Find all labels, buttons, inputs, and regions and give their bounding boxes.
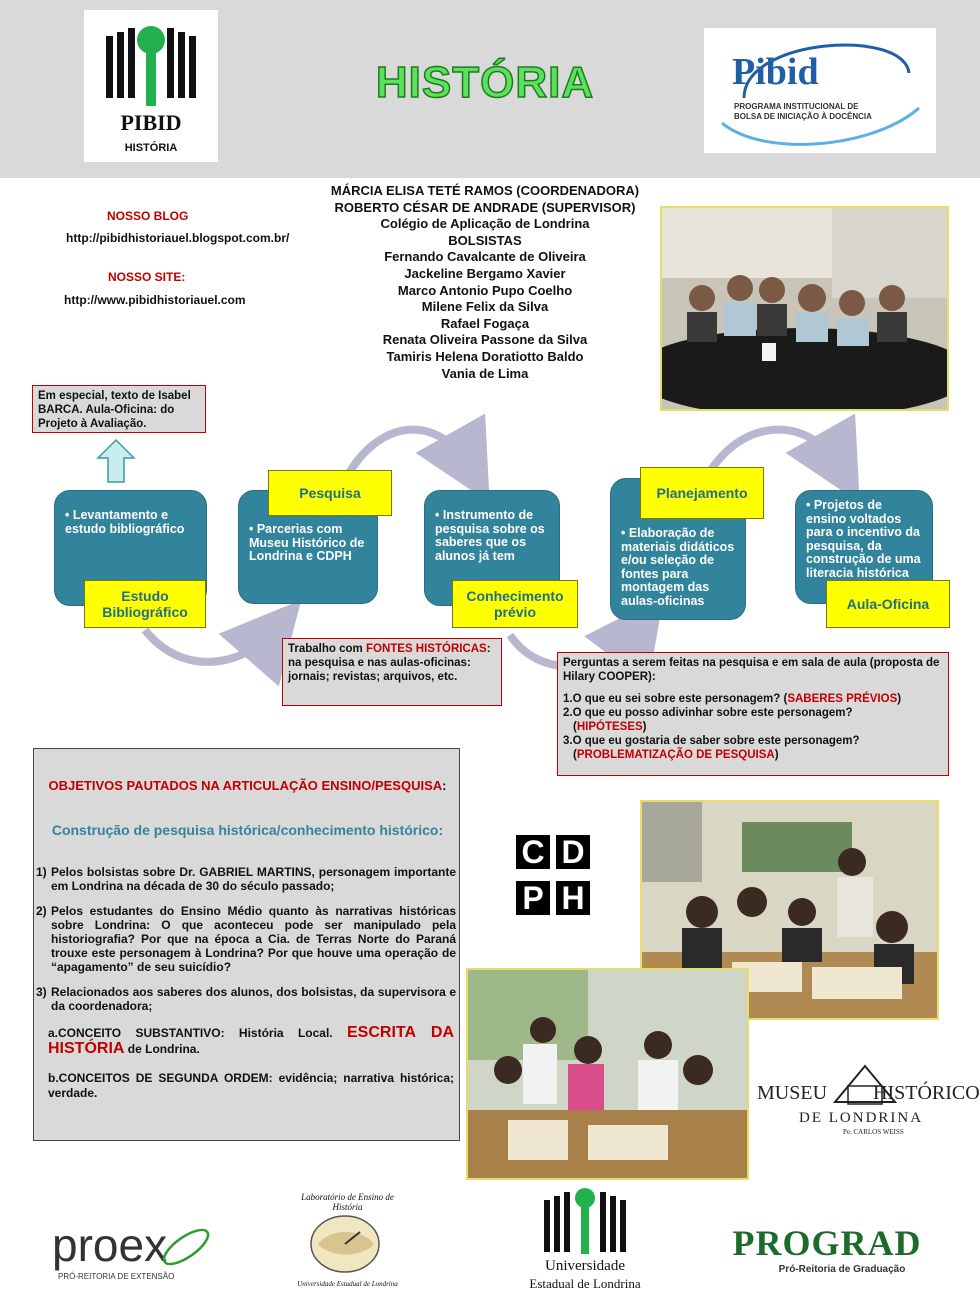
team-line: Vania de Lima <box>441 365 529 381</box>
team-line: Marco Antonio Pupo Coelho <box>397 282 573 298</box>
lab-ensino-historia-logo <box>290 1192 405 1292</box>
proex-wordmark: proex <box>52 1219 168 1271</box>
question-1: 1.O que eu sei sobre este personagem? (SABERES PRÉVIOS) <box>563 693 902 705</box>
museu-historico-logo <box>755 1060 980 1140</box>
question-2-answer: (HIPÓTESES) <box>573 721 647 733</box>
question-2: 2.O que eu posso adivinhar sobre este personagem? <box>563 707 853 719</box>
prograd-logo <box>722 1222 932 1282</box>
uel-emblem-icon <box>84 10 218 162</box>
objectives-box <box>33 748 460 1141</box>
pibid-program-caption-1: PROGRAMA INSTITUCIONAL DE <box>734 102 859 111</box>
process-label-4: Planejamento <box>640 467 764 519</box>
note-fontes-suffix: : na pesquisa e nas aulas-oficinas: jornais; revistas; arquivos, etc. <box>288 643 491 683</box>
note-fontes-highlight: FONTES HISTÓRICAS <box>365 643 487 655</box>
prograd-wordmark: PROGRAD <box>732 1223 922 1263</box>
lab-caption: Laboratório de Ensino de História <box>301 1192 394 1212</box>
museum-name-2: HISTÓRICO <box>873 1082 980 1104</box>
process-label-3: Conhecimento prévio <box>452 580 578 628</box>
museum-patron: Pe. CARLOS WEISS <box>843 1128 904 1136</box>
uel-name-1: Universidade <box>545 1258 625 1274</box>
team-line: Jackeline Bergamo Xavier <box>404 265 566 281</box>
prograd-caption: Pró-Reitoria de Graduação <box>778 1264 906 1275</box>
question-3-answer: (PROBLEMATIZAÇÃO DE PESQUISA) <box>573 749 779 761</box>
process-step-text: • Projetos de ensino voltados para o incentivo da pesquisa, da construção de uma literacia histórica <box>806 498 921 580</box>
process-step-text: • Levantamento e estudo bibliográfico <box>65 508 185 536</box>
museum-city: DE LONDRINA <box>799 1110 924 1126</box>
process-step-text: • Elaboração de materiais didáticos e/ou seleção de fontes para montagem das aulas-oficinas <box>621 526 735 608</box>
team-line: Rafael Fogaça <box>440 315 530 331</box>
team-line: ROBERTO CÉSAR DE ANDRADE (SUPERVISOR) <box>334 199 636 215</box>
pibid-wordmark: PIBID <box>120 110 182 135</box>
pibid-program-caption-2: BOLSA DE INICIAÇÃO À DOCÊNCIA <box>734 112 872 121</box>
process-step-text: • Parcerias com Museu Histórico de Londrina e CDPH <box>249 522 365 563</box>
team-line: Tamiris Helena Doratiotto Baldo <box>386 348 584 364</box>
concept-a: a.CONCEITO SUBSTANTIVO: História Local. ESCRITA DA HISTÓRIA de Londrina. <box>48 1024 454 1057</box>
proex-orbit-icon <box>156 1224 216 1270</box>
team-line: Renata Oliveira Passone da Silva <box>382 332 588 348</box>
blog-link[interactable]: http://pibidhistoriauel.blogspot.com.br/ <box>66 231 290 245</box>
blog-label: NOSSO BLOG <box>107 209 189 223</box>
team-photo <box>660 206 949 411</box>
note-barca: Em especial, texto de Isabel BARCA. Aula-Oficina: do Projeto à Avaliação. <box>32 385 206 433</box>
objective-item-2: 2) Pelos estudantes do Ensino Médio quanto às narrativas históricas sobre Londrina: O que aconteceu pode ser manipulado pela historiografia? Por que na época a Cia. de Terras Norte do Paraná trouxe este personagem à Londrina? Por que houve uma operação de “apagamento” de seu suicídio? <box>36 904 456 974</box>
pibid-caption: HISTÓRIA <box>124 142 178 154</box>
team-line: Fernando Cavalcante de Oliveira <box>384 249 586 265</box>
team-line: BOLSISTAS <box>448 232 522 248</box>
uel-logo <box>520 1186 650 1298</box>
objectives-subtitle: Construção de pesquisa histórica/conhecimento histórico: <box>51 822 444 838</box>
process-label-1: Estudo Bibliográfico <box>84 580 206 628</box>
team-line: MÁRCIA ELISA TETÉ RAMOS (COORDENADORA) <box>330 183 640 198</box>
concept-b: b.CONCEITOS DE SEGUNDA ORDEM: evidência; narrativa histórica; verdade. <box>48 1071 454 1100</box>
site-label: NOSSO SITE: <box>108 270 186 284</box>
note-fontes <box>282 638 502 706</box>
workshop-photo-2 <box>466 968 749 1180</box>
objective-item-3: 3) Relacionados aos saberes dos alunos, dos bolsistas, da supervisora e da coordenadora; <box>36 985 456 1013</box>
uel-name-2: Estadual de Londrina <box>529 1276 641 1291</box>
arrow-1-icon <box>145 630 275 662</box>
process-label-5: Aula-Oficina <box>826 580 950 628</box>
note-fontes-prefix: Trabalho com <box>288 643 366 655</box>
team-list <box>300 183 670 382</box>
questions-intro: Perguntas a serem feitas na pesquisa e em sala de aula (proposta de Hilary COOPER): <box>563 657 940 683</box>
lab-caption-uel: Universidade Estadual de Londrina <box>297 1280 398 1288</box>
museum-name-1: MUSEU <box>757 1082 828 1104</box>
proex-caption: PRÓ-REITORIA DE EXTENSÃO <box>58 1272 175 1281</box>
proex-logo <box>48 1218 218 1288</box>
page-title: HISTÓRIA <box>375 58 595 107</box>
pibid-program-wordmark: Pibid <box>732 51 819 93</box>
note-questions <box>557 652 949 776</box>
process-step-text: • Instrumento de pesquisa sobre os saberes que os alunos já tem <box>435 508 545 563</box>
site-link[interactable]: http://www.pibidhistoriauel.com <box>64 293 246 307</box>
cdph-logo: C D P H <box>516 835 594 919</box>
team-line: Colégio de Aplicação de Londrina <box>380 216 590 232</box>
objective-item-1: 1) Pelos bolsistas sobre Dr. GABRIEL MARTINS, personagem importante em Londrina na década de 30 do século passado; <box>36 865 456 893</box>
process-label-2: Pesquisa <box>268 470 392 516</box>
pibid-program-logo <box>704 28 936 153</box>
pibid-historia-logo <box>84 10 218 162</box>
team-line: Milene Felix da Silva <box>421 299 549 315</box>
uel-emblem-icon <box>540 1186 630 1256</box>
question-3: 3.O que eu gostaria de saber sobre este personagem? <box>563 735 860 747</box>
objectives-title: OBJETIVOS PAUTADOS NA ARTICULAÇÃO ENSINO/PESQUISA: <box>48 778 447 793</box>
